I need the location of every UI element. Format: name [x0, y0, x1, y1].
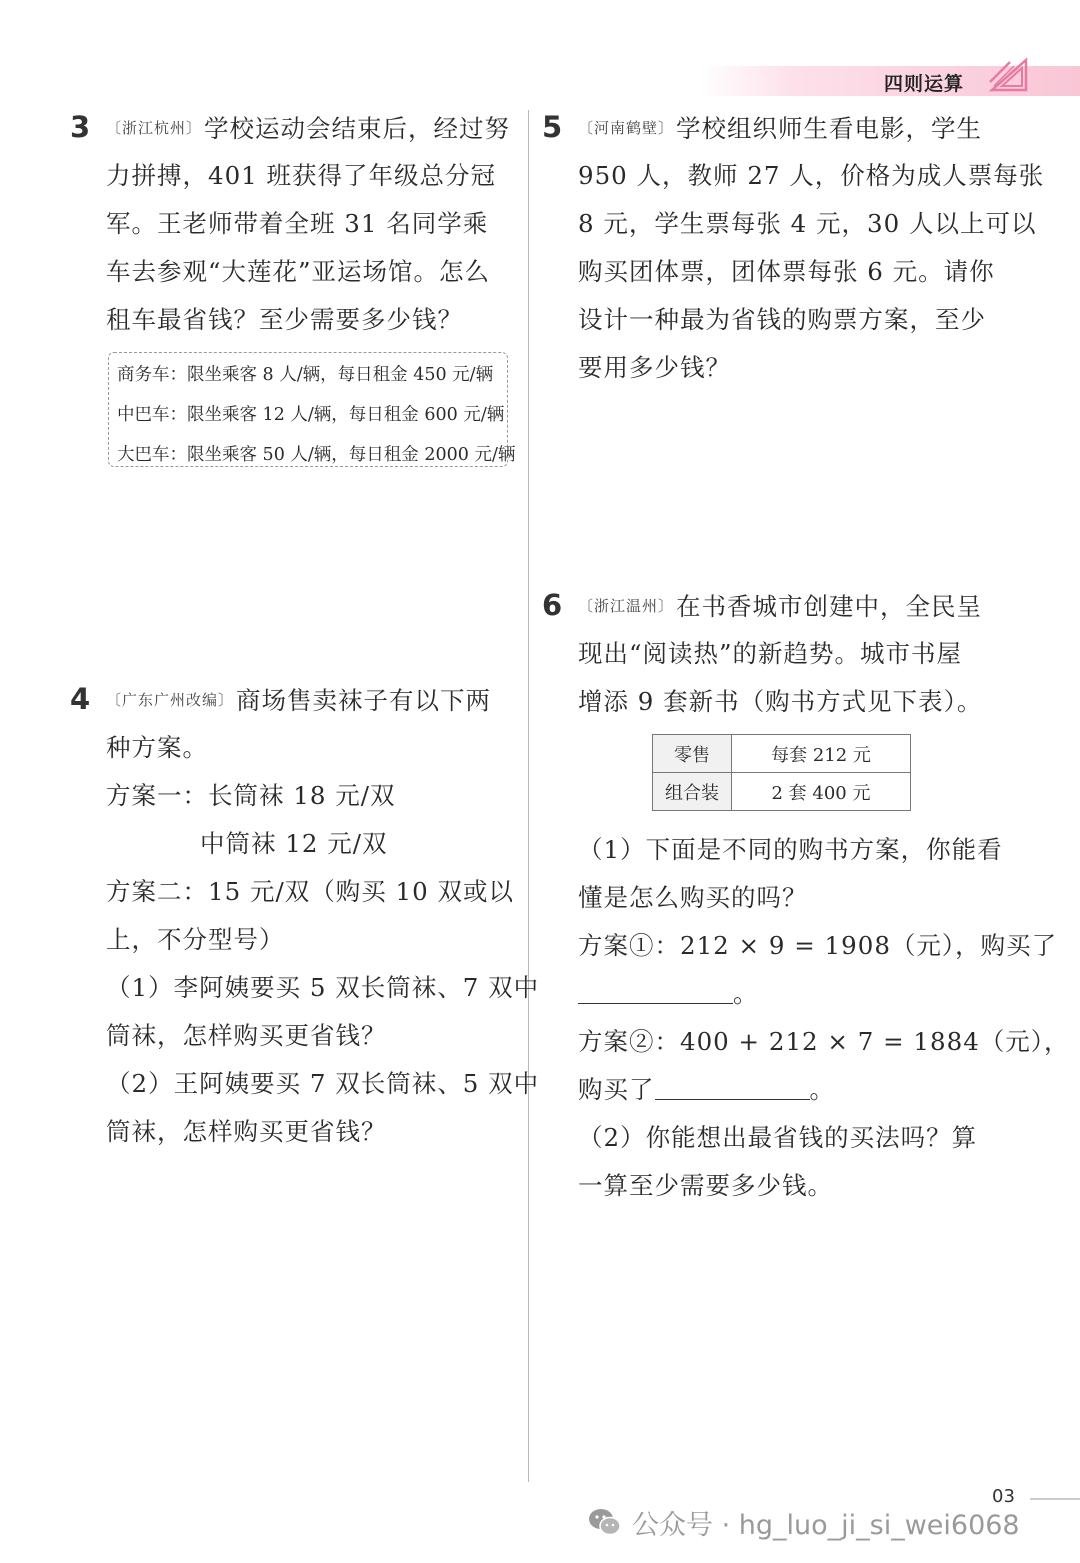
q3-line-3: 军。王老师带着全班 31 名同学乘	[106, 209, 489, 238]
q3-line-4: 车去参观“大莲花”亚运场馆。怎么	[106, 257, 491, 286]
q4-line-1	[106, 676, 491, 725]
q6-line-3: 增添 9 套新书（购书方式见下表）。	[578, 687, 983, 716]
question-number-6: 6	[542, 588, 563, 622]
watermark-text: 公众号 · hg_luo_ji_si_wei6068	[632, 1509, 1020, 1541]
q4-sub-2: （2）王阿姨要买 7 双长筒袜、5 双中	[106, 1069, 540, 1098]
vehicle-bus: 大巴车：限坐乘客 50 人/辆，每日租金 2000 元/辆	[117, 445, 516, 465]
q3-line-1	[106, 104, 510, 153]
q4-text: 商场售卖袜子有以下两	[236, 686, 492, 715]
q6-sub-2-cont: 一算至少需要多少钱。	[578, 1171, 833, 1200]
q6-sub-2: （2）你能想出最省钱的买法吗？算	[578, 1123, 978, 1152]
q6-source: 〔浙江温州〕	[578, 597, 675, 615]
q6-plan-1: 方案①：212 × 9 = 1908（元），购买了	[578, 931, 1058, 960]
vehicle-info-box	[108, 352, 516, 467]
q6-line-1	[578, 582, 982, 631]
table-cell: 2 套 400 元	[732, 773, 911, 811]
q5-line-6: 要用多少钱？	[578, 353, 731, 382]
q4-sub-1-cont: 筒袜，怎样购买更省钱？	[106, 1021, 387, 1050]
q5-source: 〔河南鹤壁〕	[578, 119, 675, 137]
table-cell: 每套 212 元	[732, 735, 911, 773]
vehicle-minibus: 中巴车：限坐乘客 12 人/辆，每日租金 600 元/辆	[117, 405, 505, 425]
q4-sub-1: （1）李阿姨要买 5 双长筒袜、7 双中	[106, 973, 540, 1002]
q3-line-5: 租车最省钱？至少需要多少钱？	[106, 305, 463, 334]
page-number: 03	[992, 1486, 1015, 1507]
q5-line-1	[578, 104, 982, 153]
wechat-icon	[588, 1507, 622, 1537]
section-title: 四则运算	[884, 73, 965, 95]
table-cell: 零售	[653, 735, 732, 773]
q5-line-2: 950 人，教师 27 人，价格为成人票每张	[578, 161, 1045, 190]
q4-plan-2: 方案二：15 元/双（购买 10 双或以	[106, 877, 514, 906]
answer-blank-2[interactable]	[655, 1069, 810, 1100]
q3-text: 学校运动会结束后，经过努	[204, 114, 511, 143]
q5-line-5: 设计一种最为省钱的购票方案，至少	[578, 305, 986, 334]
q5-line-4: 购买团体票，团体票每张 6 元。请你	[578, 257, 995, 286]
q6-period-1: 。	[733, 979, 759, 1008]
table-row	[653, 773, 911, 811]
q4-plan-2-cont: 上，不分型号）	[106, 925, 285, 954]
question-number-5: 5	[542, 110, 563, 144]
q6-line-2: 现出“阅读热”的新趋势。城市书屋	[578, 639, 963, 668]
q3-line-2: 力拼搏，401 班获得了年级总分冠	[106, 161, 497, 190]
page-number-rule	[1030, 1498, 1080, 1500]
q5-line-3: 8 元，学生票每张 4 元，30 人以上可以	[578, 209, 1037, 238]
answer-blank-1[interactable]	[578, 973, 733, 1004]
column-divider	[528, 110, 529, 1482]
q6-plan-1-answer	[578, 970, 759, 1018]
purchase-table	[652, 734, 911, 811]
question-number-3: 3	[70, 110, 91, 144]
q6-bought-label: 购买了	[578, 1075, 655, 1104]
q6-sub-1: （1）下面是不同的购书方案，你能看	[578, 835, 1003, 864]
table-cell: 组合装	[653, 773, 732, 811]
ruler-pencil-icon	[988, 56, 1030, 94]
vehicle-business: 商务车：限坐乘客 8 人/辆，每日租金 450 元/辆	[117, 365, 494, 385]
question-number-4: 4	[70, 682, 91, 716]
watermark	[588, 1500, 1020, 1544]
q6-plan-2: 方案②：400 + 212 × 7 = 1884（元），	[578, 1027, 1070, 1056]
q5-text: 学校组织师生看电影，学生	[676, 114, 983, 143]
q3-source: 〔浙江杭州〕	[106, 119, 203, 137]
q6-period-2: 。	[809, 1075, 835, 1104]
q6-text: 在书香城市创建中，全民呈	[676, 592, 983, 621]
q4-source: 〔广东广州改编〕	[106, 691, 235, 709]
q4-plan-1: 方案一：长筒袜 18 元/双	[106, 781, 396, 810]
q4-plan-1-mid: 中筒袜 12 元/双	[200, 829, 388, 858]
table-row	[653, 735, 911, 773]
q4-line-2: 种方案。	[106, 733, 208, 762]
q6-sub-1-cont: 懂是怎么购买的吗？	[578, 883, 808, 912]
q6-plan-2-answer	[578, 1066, 835, 1114]
q4-sub-2-cont: 筒袜，怎样购买更省钱？	[106, 1117, 387, 1146]
